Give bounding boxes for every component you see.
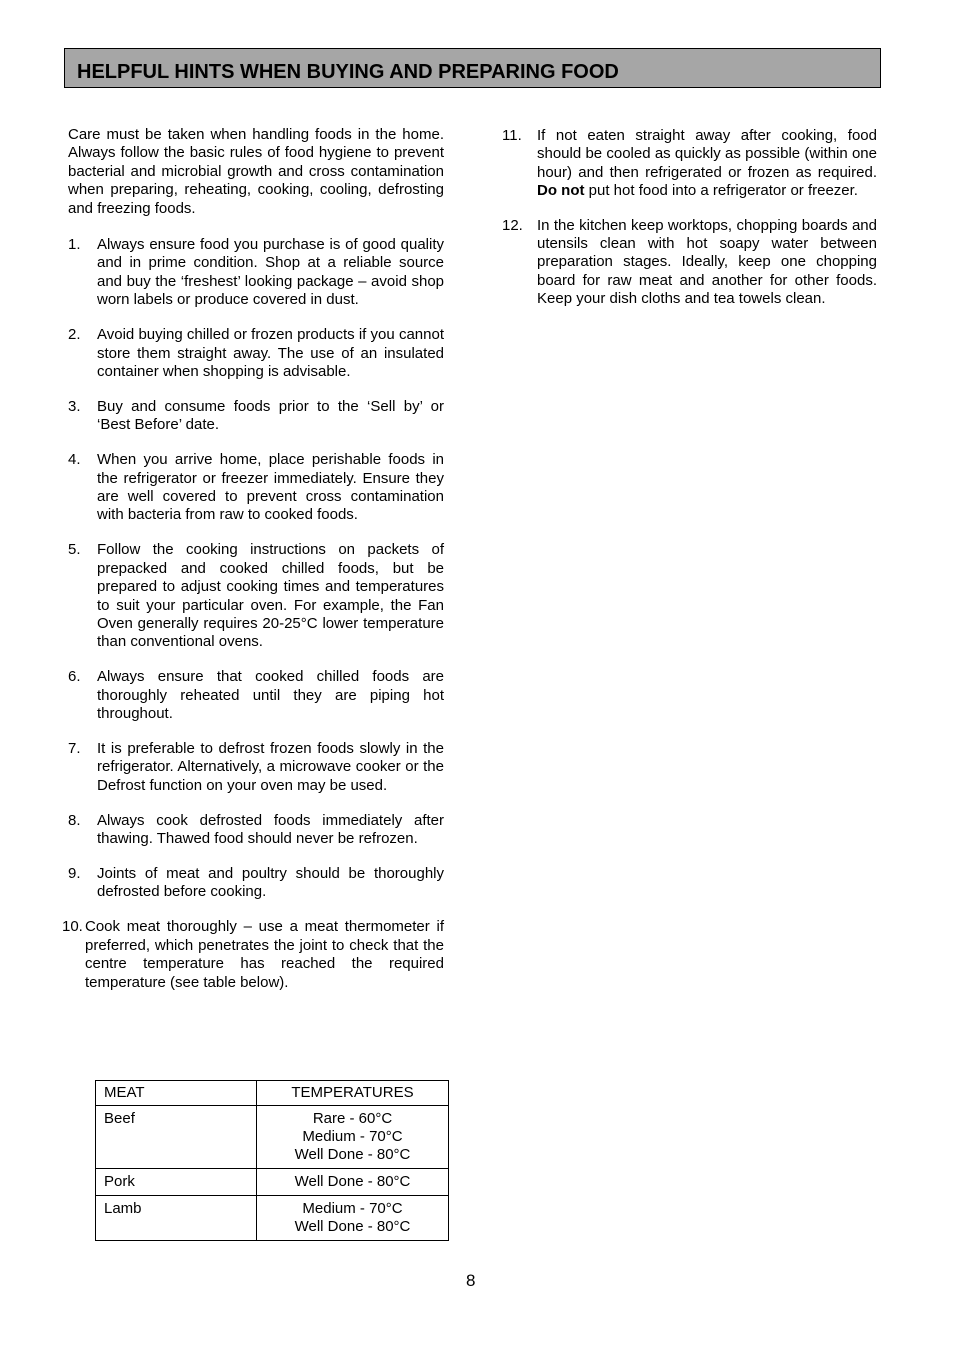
temperature-line: Medium - 70°C [302,1128,403,1145]
item-text: Follow the cooking instructions on packets of prepacked and cooked chilled foods, but be prepared to adjust cooking times and temperatures to suit your particular oven. For example, the Fan Oven generally requires 20-25°C lower temperature than conventional ovens. [97,541,444,651]
temperature-line: Rare - 60°C [312,1110,393,1127]
page-title: HELPFUL HINTS WHEN BUYING AND PREPARING FOOD [77,61,619,83]
list-item [68,451,444,525]
item-number: 6. [68,668,81,686]
item-text [537,127,877,201]
meat-cell: Lamb [96,1196,257,1241]
item-number: 9. [68,865,81,882]
item-text: Always ensure food you purchase is of good quality and in prime condition. Shop at a reliable source and buy the ‘freshest’ looking package – avoid shop worn labels or produce covered in dust. [97,236,444,309]
item-text: In the kitchen keep worktops, chopping boards and utensils clean with hot soapy water between preparation stages. Ideally, keep one chopping board for raw meat and another for other foods. Keep your dish cloths and tea towels clean. [537,216,877,308]
list-item [62,918,444,992]
column-header-temperatures: TEMPERATURES [257,1081,449,1106]
item-text-emphasis: Do not [537,182,585,200]
temperature-line: Well Done - 80°C [294,1173,411,1190]
list-item [68,668,444,723]
item-number: 11. [502,127,522,144]
item-number: 4. [68,451,81,469]
temperature-cell [257,1196,449,1241]
meat-cell: Pork [96,1169,257,1196]
list-item [68,541,444,651]
list-item [68,326,444,381]
temperature-line: Well Done - 80°C [294,1218,411,1235]
table-row [96,1106,449,1169]
item-text: Cook meat thoroughly – use a meat thermometer if preferred, which penetrates the joint to check that the centre temperature has reached the required temperature (see table below). [85,918,444,991]
item-text: Avoid buying chilled or frozen products if you cannot store them straight away. The use of an insulated container when shopping is advisable. [97,326,444,380]
item-number: 8. [68,811,81,829]
item-number: 1. [68,236,81,254]
list-item [68,812,444,849]
item-number: 5. [68,541,81,559]
right-column [502,127,877,325]
item-text: When you arrive home, place perishable foods in the refrigerator or freezer immediately. Ensure they are well covered to prevent cross contamination with bacteria from raw to cooked foods. [97,451,444,524]
page-header [64,48,881,88]
item-text-part: put hot food into a refrigerator or freezer. [584,182,858,200]
table-row [96,1196,449,1241]
column-header-meat: MEAT [96,1081,257,1106]
item-number: 3. [68,397,81,415]
list-item [502,217,877,309]
temperature-cell [257,1106,449,1169]
temperature-line: Well Done - 80°C [294,1146,411,1163]
item-number: 10. [62,918,83,936]
temperature-line: Medium - 70°C [302,1200,403,1217]
page-number: 8 [466,1271,476,1290]
list-item [68,398,444,435]
list-item [68,236,444,310]
table-header-row [96,1081,449,1106]
list-item [68,740,444,795]
item-number: 2. [68,326,81,344]
left-column [62,126,444,1008]
item-text: Always cook defrosted foods immediately after thawing. Thawed food should never be refrozen. [97,811,444,848]
item-number: 12. [502,216,523,234]
item-number: 7. [68,739,81,757]
intro-paragraph: Care must be taken when handling foods in the home. Always follow the basic rules of food hygiene to prevent bacterial and microbial growth and cross contamination when preparing, reheating, cooking, cooling, defrosting and freezing foods. [68,126,444,217]
meat-temperature-table [95,1080,449,1241]
list-item [502,127,877,201]
item-text: It is preferable to defrost frozen foods slowly in the refrigerator. Alternatively, a microwave cooker or the Defrost function on your oven may be used. [97,739,444,794]
item-text: Joints of meat and poultry should be thoroughly defrosted before cooking. [97,865,444,901]
item-text: Always ensure that cooked chilled foods are thoroughly reheated until they are piping hot throughout. [97,668,444,723]
item-text: Buy and consume foods prior to the ‘Sell by’ or ‘Best Before’ date. [97,397,444,434]
table-row [96,1169,449,1196]
temperature-cell [257,1169,449,1196]
list-item [68,865,444,902]
item-text-part: If not eaten straight away after cooking, food should be cooled as quickly as possible (within one hour) and then refrigerated or frozen as required. [537,127,877,181]
meat-cell: Beef [96,1106,257,1169]
